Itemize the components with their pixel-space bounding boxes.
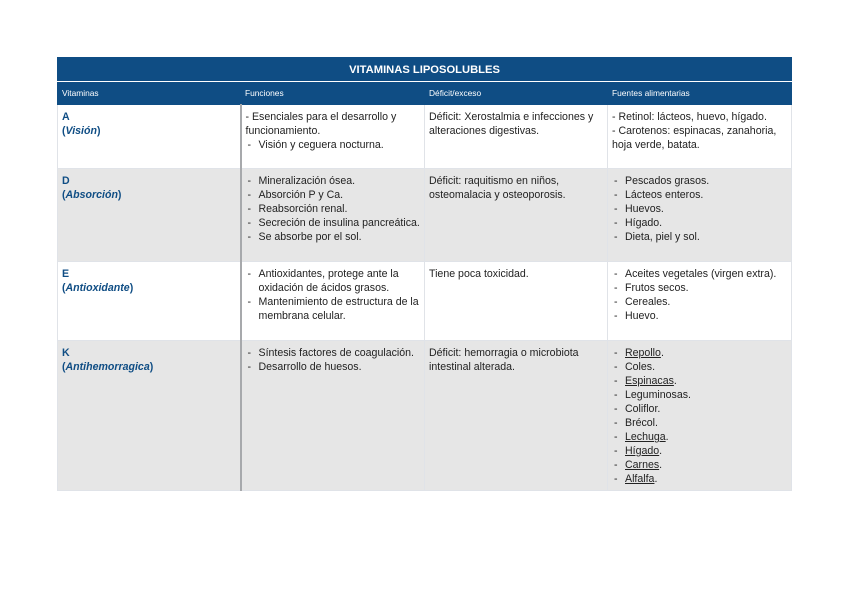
source-item (612, 346, 787, 360)
source-text: Huevos. (625, 203, 664, 215)
source-text: Repollo (625, 347, 661, 359)
source-text: Alfalfa (625, 473, 655, 485)
table-title-row (58, 58, 792, 82)
vitamin-cell (58, 169, 241, 262)
vitamin-letter: D (62, 175, 70, 187)
source-text: - Retinol: lácteos, huevo, hígado. (612, 111, 767, 123)
vitamin-role: (Antihemorragica) (62, 361, 154, 373)
table-row (58, 169, 792, 262)
table-title: VITAMINAS LIPOSOLUBLES (58, 58, 792, 82)
functions-cell (241, 105, 425, 169)
table-header-row (58, 82, 792, 105)
table-body (58, 105, 792, 491)
column-header-funciones: Funciones (241, 82, 425, 105)
deficit-cell (425, 341, 608, 491)
function-item: - Visión y ceguera nocturna. (246, 138, 421, 152)
sources-cell (608, 169, 792, 262)
functions-cell (241, 169, 425, 262)
source-suffix: . (673, 375, 677, 387)
deficit-cell (425, 262, 608, 341)
sources-list (612, 346, 787, 486)
functions-cell (241, 262, 425, 341)
vitamin-role-text: Antioxidante (65, 282, 130, 294)
functions-list (246, 174, 421, 244)
source-item (612, 110, 787, 124)
sources-list (612, 267, 787, 323)
vitamins-table (57, 57, 792, 491)
functions-cell (241, 341, 425, 491)
deficit-text: Déficit: hemorragia o microbiota intestinal alterada. (429, 347, 579, 373)
sources-cell (608, 341, 792, 491)
source-text: Aceites vegetales (virgen extra). (625, 268, 777, 280)
source-item (612, 360, 787, 374)
source-text: Lácteos enteros. (625, 189, 704, 201)
source-text: Leguminosas. (625, 389, 691, 401)
source-text: Frutos secos. (625, 282, 689, 294)
sources-list (612, 110, 787, 152)
source-text: Espinacas (625, 375, 674, 387)
source-suffix: . (654, 473, 658, 485)
table-row (58, 105, 792, 169)
column-header-deficit: Déficit/exceso (425, 82, 608, 105)
vitamin-role: (Visión) (62, 125, 101, 137)
column-header-vitaminas: Vitaminas (58, 82, 241, 105)
source-item (612, 374, 787, 388)
source-text: - Carotenos: espinacas, zanahoria, hoja verde, batata. (612, 125, 777, 151)
vitamin-role-text: Visión (65, 125, 97, 137)
source-item (612, 267, 787, 281)
source-item (612, 202, 787, 216)
source-item (612, 472, 787, 486)
deficit-text: Déficit: raquitismo en niños, osteomalacia y osteoporosis. (429, 175, 566, 201)
source-item (612, 458, 787, 472)
source-text: Coles. (625, 361, 656, 373)
source-item (612, 230, 787, 244)
vitamin-role-text: Antihemorragica (65, 361, 150, 373)
functions-list (246, 110, 421, 152)
deficit-text: Tiene poca toxicidad. (429, 268, 529, 280)
vitamin-role: (Absorción) (62, 189, 122, 201)
source-text: Brécol. (625, 417, 658, 429)
vitamin-cell (58, 262, 241, 341)
source-item (612, 216, 787, 230)
source-text: Lechuga (625, 431, 666, 443)
source-text: Hígado. (625, 217, 663, 229)
source-item (612, 402, 787, 416)
source-text: Pescados grasos. (625, 175, 710, 187)
sources-list (612, 174, 787, 244)
source-text: Hígado (625, 445, 660, 457)
sources-cell (608, 262, 792, 341)
vitamin-role: (Antioxidante) (62, 282, 134, 294)
source-item (612, 444, 787, 458)
function-item: - Secreción de insulina pancreática. (246, 216, 421, 230)
vitamin-letter: A (62, 111, 70, 123)
source-suffix: . (665, 431, 669, 443)
functions-list (246, 346, 421, 374)
function-item: - Mantenimiento de estructura de la membrana celular. (246, 295, 421, 323)
source-suffix: . (659, 459, 663, 471)
source-text: Carnes (625, 459, 660, 471)
table-row (58, 341, 792, 491)
source-item (612, 416, 787, 430)
source-item (612, 281, 787, 295)
vitamin-letter: K (62, 347, 70, 359)
source-item (612, 174, 787, 188)
vitamin-cell (58, 341, 241, 491)
deficit-text: Déficit: Xerostalmia e infecciones y alteraciones digestivas. (429, 111, 594, 137)
vitamin-letter: E (62, 268, 70, 280)
source-text: Coliflor. (625, 403, 661, 415)
table-row (58, 262, 792, 341)
function-item: - Mineralización ósea. (246, 174, 421, 188)
function-item: - Desarrollo de huesos. (246, 360, 421, 374)
deficit-cell (425, 105, 608, 169)
source-text: Dieta, piel y sol. (625, 231, 700, 243)
source-suffix: . (660, 347, 664, 359)
source-item (612, 430, 787, 444)
function-item: - Antioxidantes, protege ante la oxidación de ácidos grasos. (246, 267, 421, 295)
vitamin-cell (58, 105, 241, 169)
function-item: - Esenciales para el desarrollo y funcionamiento. (245, 111, 397, 137)
source-item (612, 309, 787, 323)
function-item: - Se absorbe por el sol. (246, 230, 421, 244)
column-header-fuentes: Fuentes alimentarias (608, 82, 792, 105)
source-item (612, 295, 787, 309)
source-item (612, 388, 787, 402)
functions-list (246, 267, 421, 323)
source-suffix: . (659, 445, 663, 457)
source-item (612, 188, 787, 202)
deficit-cell (425, 169, 608, 262)
function-item: - Absorción P y Ca. (246, 188, 421, 202)
function-item: - Reabsorción renal. (246, 202, 421, 216)
source-text: Cereales. (625, 296, 671, 308)
source-item (612, 124, 787, 152)
vitamin-role-text: Absorción (65, 189, 118, 201)
sources-cell (608, 105, 792, 169)
function-item: - Síntesis factores de coagulación. (246, 346, 421, 360)
source-text: Huevo. (625, 310, 659, 322)
